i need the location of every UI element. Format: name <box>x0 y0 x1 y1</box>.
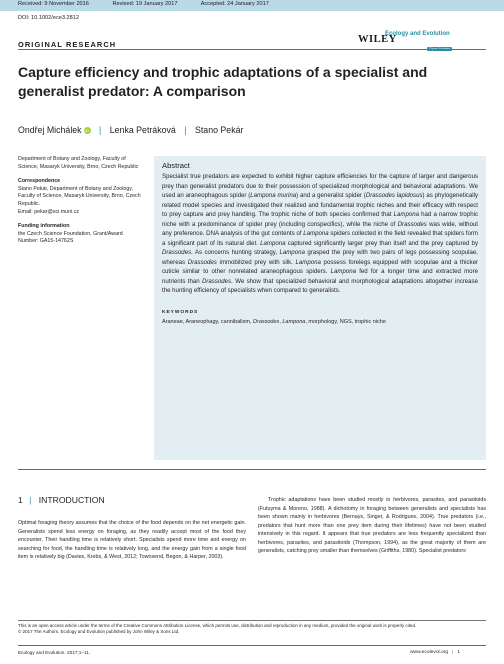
abstract-text: Specialist true predators are expected to exhibit higher capture efficiencies for the capture of larger and dangerous prey than generalist predators due to their possession of specialized morphological and behavioral adaptations. We used an araneophagous spider (Lampona murina) and a generalist spider (Drassodes lapidosus) as phylogenetically related model species and investigated their realized and fundamental trophic niches and their efficacy with respect to prey capture and prey handling. The trophic niche of both species confirmed that Lampona had a narrow trophic niche with a predominance of spider prey (including conspecifics), while the niche of Drassodes was wide, without any preference. DNA analysis of the gut contents of Lampona spiders collected in the field revealed that spiders form a significant part of its natural diet. Lampona captured significantly larger prey than itself and the prey captured by Drassodes. As concerns hunting strategy, Lampona grasped the prey with two pairs of legs possessing scopulae, whereas Drassodes immobilized prey with silk. Lampona possess forelegs equipped with scopulae and a thicker cuticle similar to other nonrelated araneophagous spiders. Lampona fed for a longer time and extracted more nutrients than Drassodes. We show that specialized behavioral and morphological adaptations altogether increase the hunting efficiency of specialists when compared to generalists. <box>162 173 479 294</box>
footer-separator: | <box>452 650 454 655</box>
italic-term: Lampona <box>393 211 420 218</box>
revised-date: Revised: 19 January 2017 <box>112 1 178 7</box>
abstract-heading: Abstract <box>162 161 190 170</box>
funding-text: the Czech Science Foundation, Grant/Award Number: GA15-14762S <box>18 230 123 245</box>
article-sidebar <box>18 156 144 253</box>
publisher-logo: WILEY <box>358 34 397 45</box>
footer-right <box>410 650 460 655</box>
author-name[interactable]: Stano Pekár <box>195 125 244 135</box>
journal-url[interactable]: www.ecolevol.org <box>410 650 449 655</box>
italic-term: Lampona <box>260 239 286 247</box>
italic-term: Drassodes <box>201 277 232 285</box>
footer-rule <box>18 645 486 646</box>
section-number: 1 <box>18 495 23 505</box>
doi[interactable]: DOI: 10.1002/ece3.2812 <box>18 15 79 21</box>
section-title: INTRODUCTION <box>38 495 105 505</box>
introduction-heading <box>18 495 105 505</box>
italic-term: Drassodes <box>187 258 217 266</box>
italic-term: Drassodes lapidosus <box>365 192 423 199</box>
article-dates <box>18 1 291 7</box>
author-name[interactable]: Ondřej Michálek <box>18 125 82 135</box>
copyright-text: © 2017 The Authors. Ecology and Evolution published by John Wiley & Sons Ltd. <box>18 629 180 635</box>
journal-citation: Ecology and Evolution. 2017;1–11. <box>18 650 91 655</box>
abstract-box <box>154 156 486 460</box>
italic-term: Lampona <box>279 249 305 256</box>
introduction-column-1: Optimal foraging theory assumes that the choice of the food depends on the net energetic gain. Generalists spend less energy on foraging, as they readily accept most of the food they encounter. Their handling time is relatively short. Specialists spend more time and energy on searching for food, the handling time is relatively long, and the energy gain from a single food item is relatively big (Davies, Krebs, & West, 2012; Townsend, Begon, & Harper, 2003). <box>18 520 246 561</box>
author-name[interactable]: Lenka Petráková <box>109 125 176 135</box>
correspondence-email[interactable]: Email: pekar@sci.muni.cz <box>18 208 80 215</box>
accepted-date: Accepted: 24 January 2017 <box>200 1 269 7</box>
correspondence-text: Stano Pekár, Department of Botany and Zoology, Faculty of Science, Masaryk University, Brno, Czech Republic. <box>18 185 141 207</box>
italic-term: Lampona <box>282 318 306 325</box>
orcid-icon[interactable]: iD <box>85 128 89 133</box>
italic-term: Drassodes <box>253 318 280 325</box>
journal-logo <box>385 31 477 55</box>
journal-name: Ecology and Evolution <box>385 31 450 37</box>
license-note <box>18 623 486 636</box>
introduction-column-2: Trophic adaptations have been studied mostly in herbivores, parasites, and parasitoids (Futuyma & Moreno, 1988). A dichotomy in foraging between generalists and specialists has been shown mainly in herbivores (Bernays, Singer, & Rodrigues, 2004). True predators (i.e., predators that hunt more than one prey item during their lifetimes) have not been studied intensively in this regard. It appears that true predators are less frequently specialized than herbivores, parasites, and parasitoids (Thompson, 1994), as the great majority of them are generalists, catching prey smaller than themselves (Griffiths, 1980). Specialist predators <box>258 497 486 555</box>
correspondence-heading: Correspondence <box>18 178 61 185</box>
author-list <box>18 125 243 135</box>
correspondence-block <box>18 178 144 216</box>
author-separator: | <box>184 125 187 135</box>
italic-term: Drassodes <box>162 249 192 256</box>
header-rule <box>18 49 486 50</box>
article-title: Capture efficiency and trophic adaptations of a specialist and generalist predator: A comparison <box>18 64 428 99</box>
section-label: ORIGINAL RESEARCH <box>18 40 117 49</box>
section-separator: | <box>29 495 32 505</box>
funding-heading: Funding information <box>18 223 70 230</box>
italic-term: Lampona <box>303 230 329 237</box>
received-date: Received: 9 November 2016 <box>18 1 89 7</box>
italic-term: Lampona <box>295 258 321 266</box>
italic-term: Drassodes <box>397 220 427 228</box>
italic-term: Lampona murina <box>250 192 297 199</box>
author-separator: | <box>99 125 102 135</box>
affiliation: Department of Botany and Zoology, Faculty of Science, Masaryk University, Brno, Czech Republic <box>18 156 139 170</box>
funding-block <box>18 223 144 246</box>
page-number: 1 <box>457 650 461 655</box>
footnote-rule <box>18 620 486 621</box>
open-access-badge: Open Access <box>429 47 451 51</box>
abstract-rule <box>18 469 486 470</box>
license-text: This is an open access article under the terms of the Creative Commons Attribution License, which permits use, distribution and reproduction in any medium, provided the original work is properly cited. <box>18 623 417 628</box>
italic-term: Lampona <box>330 268 357 275</box>
keywords-heading: KEYWORDS <box>162 309 199 315</box>
keywords-text: Araneae, Araneophagy, cannibalism, Drassodes, Lampona, morphology, NGS, trophic niche <box>162 318 386 325</box>
